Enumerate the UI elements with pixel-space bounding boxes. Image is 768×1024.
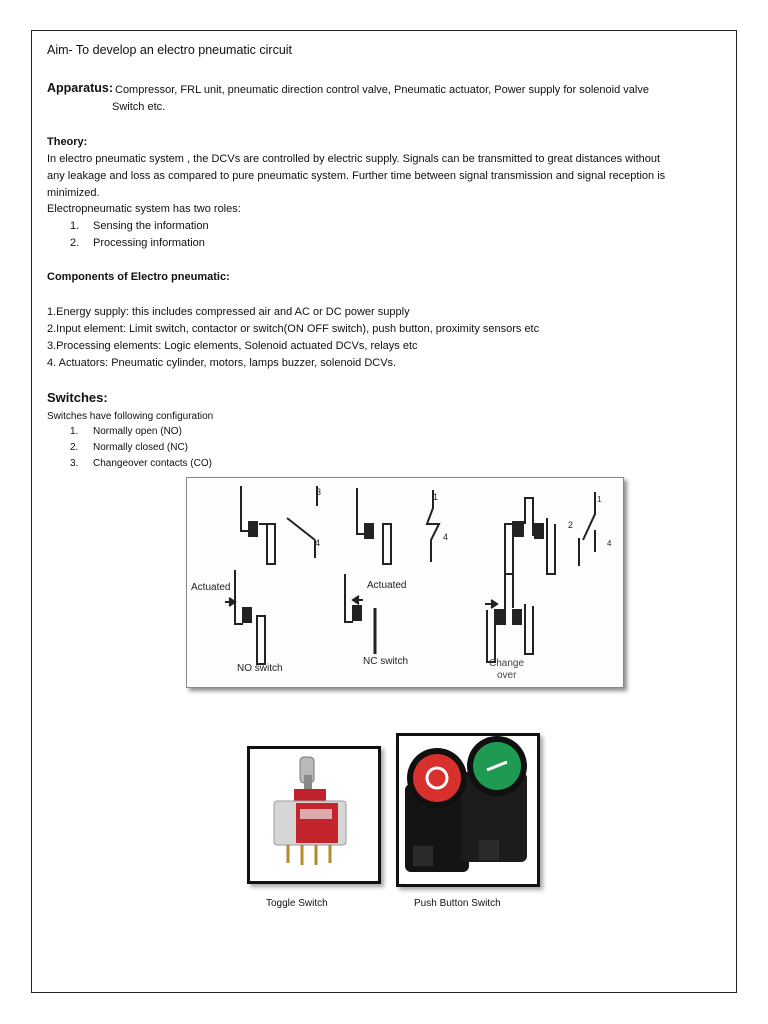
switches-item-1-num: 1. — [70, 426, 79, 437]
diagram-num-4c: 4 — [607, 539, 612, 548]
switches-heading: Switches: — [47, 390, 108, 405]
components-heading: Components of Electro pneumatic: — [47, 271, 230, 283]
roles-item-1: Sensing the information — [93, 220, 209, 232]
switches-item-1: Normally open (NO) — [93, 426, 182, 437]
diagram-num-1a: 1 — [433, 492, 439, 502]
components-item-4: 4. Actuators: Pneumatic cylinder, motors, lamps buzzer, solenoid DCVs. — [47, 357, 397, 369]
theory-line2: any leakage and loss as compared to pure pneumatic system. Further time between signal transmission and signal reception is — [47, 170, 666, 182]
roles-item-2-num: 2. — [70, 237, 80, 249]
theory-heading: Theory: — [47, 136, 88, 148]
aim-heading: Aim- To develop an electro pneumatic circuit — [47, 43, 293, 57]
diagram-change-label: Change — [489, 658, 525, 669]
diagram-num-2: 2 — [568, 520, 574, 530]
push-button-switch-image — [399, 736, 537, 884]
diagram-actuated-label-1: Actuated — [191, 582, 231, 593]
components-item-3: 3.Processing elements: Logic elements, Solenoid actuated DCVs, relays etc — [47, 340, 418, 352]
theory-line3: minimized. — [47, 187, 100, 199]
switches-item-2-num: 2. — [70, 442, 79, 453]
roles-intro: Electropneumatic system has two roles: — [47, 203, 241, 215]
switch-symbols-svg — [187, 478, 623, 687]
diagram-num-4b: 4 — [443, 532, 449, 542]
switch-symbols-diagram — [186, 477, 624, 688]
components-item-1: 1.Energy supply: this includes compressed air and AC or DC power supply — [47, 306, 410, 318]
push-button-switch-caption: Push Button Switch — [414, 898, 501, 909]
toggle-switch-image — [250, 749, 378, 881]
diagram-nc-switch-label: NC switch — [363, 656, 409, 667]
switches-item-2: Normally closed (NC) — [93, 442, 189, 453]
switches-item-3-num: 3. — [70, 458, 79, 469]
switches-item-3: Changeover contacts (CO) — [93, 458, 212, 469]
theory-line1: In electro pneumatic system , the DCVs are controlled by electric supply. Signals can be transmitted to great distances without — [47, 153, 661, 165]
apparatus-text-line1: Compressor, FRL unit, pneumatic direction control valve, Pneumatic actuator, Power supply for solenoid valve — [115, 84, 649, 96]
toggle-switch-photo — [247, 746, 381, 884]
push-button-switch-photo — [396, 733, 540, 887]
switches-intro: Switches have following configuration — [47, 411, 214, 422]
diagram-num-3: 3 — [316, 487, 322, 497]
apparatus-label: Apparatus: — [47, 81, 113, 95]
red-push-button — [413, 754, 461, 802]
components-item-2: 2.Input element: Limit switch, contactor or switch(ON OFF switch), push button, proximity sensors etc — [47, 323, 540, 335]
diagram-over-label: over — [497, 670, 517, 681]
roles-item-2: Processing information — [93, 237, 205, 249]
diagram-no-switch-label: NO switch — [237, 663, 283, 674]
toggle-switch-caption: Toggle Switch — [266, 898, 328, 909]
diagram-actuated-label-2: Actuated — [367, 580, 407, 591]
diagram-num-1b: 1 — [597, 495, 602, 504]
roles-item-1-num: 1. — [70, 220, 80, 232]
apparatus-text-line2: Switch etc. — [112, 101, 166, 113]
diagram-num-4a: 4 — [315, 538, 321, 548]
